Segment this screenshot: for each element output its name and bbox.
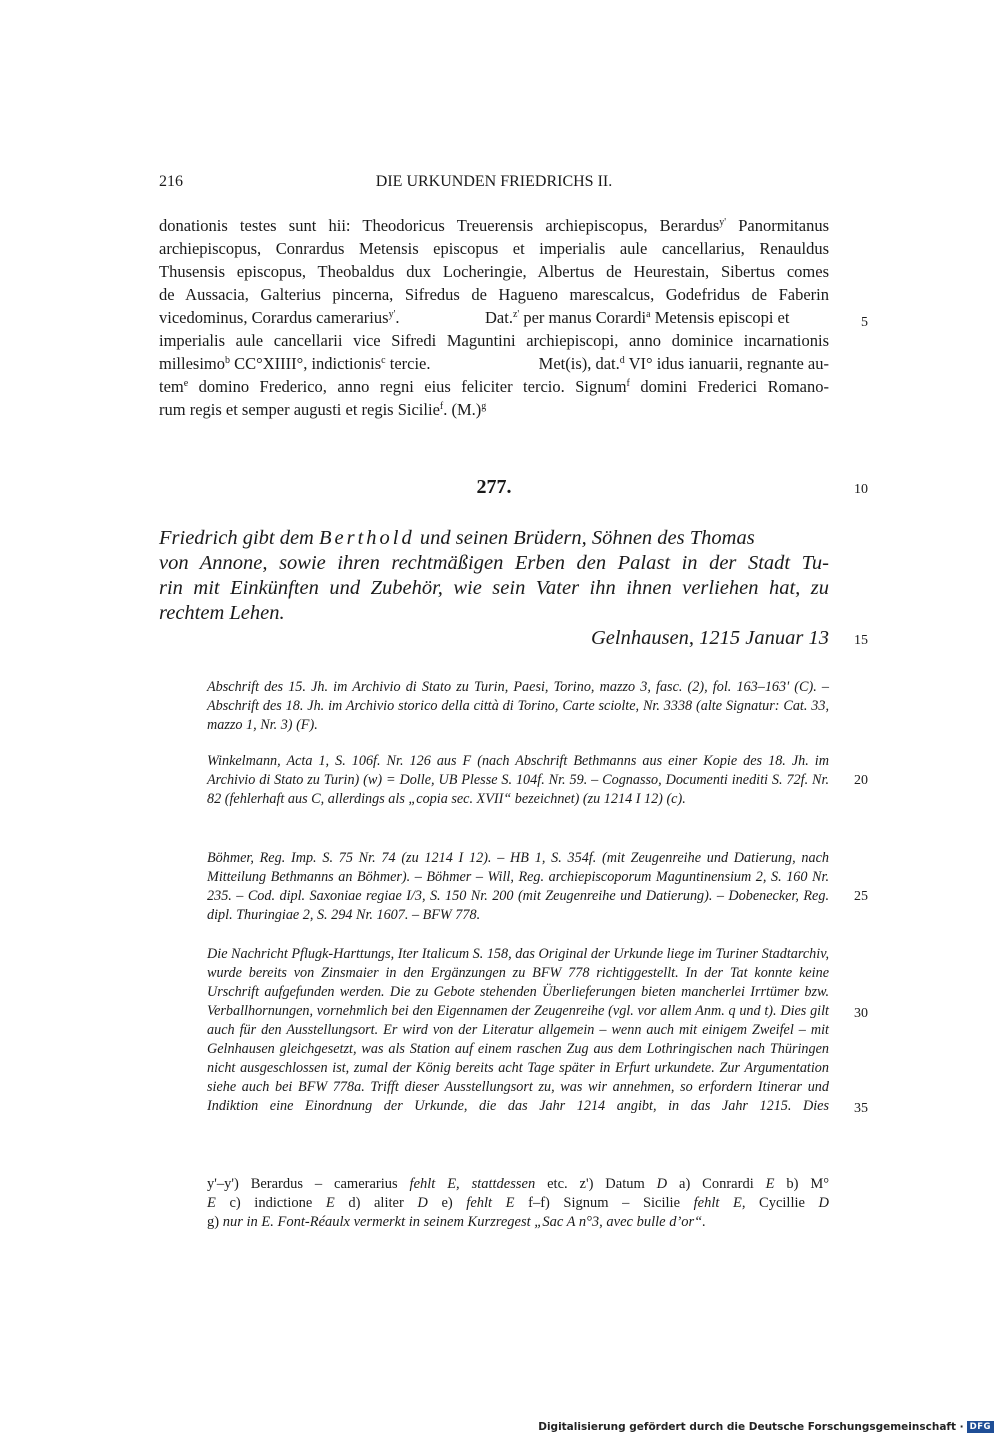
note-commentary: Die Nachricht Pflugk-Harttungs, Iter Italicum S. 158, das Original der Urkunde liege im Turiner Stadtarchiv, wurde bereits von Zinsmaier in den Ergänzungen zu BFW 778 richtiggestellt. In der Tat konnte keine Urschrift aufgefunden werden. Die zu Gebote stehenden Überlieferungen bieten mancherlei Irrtümer bzw. Verballhornungen, vornehmlich bei den Eigennamen der Zeugenreihe (vgl. vor allem Anm. q und t). Dies gilt auch für den Ausstellungsort. Er wird von der Literatur allgemein – wenn auch mit einigem Zweifel – mit Gelnhausen gleichgesetzt, was als Station auf einem raschen Zug aus dem Lothringischen nach Thüringen nicht ausgeschlossen ist, zumal der König bereits acht Tage später in Erfurt urkundete. Zur Argumentation siehe auch bei BFW 778a. Trifft dieser Ausstellungsort zu, was wir annehmen, so erfordern Itinerar und Indiktion eine Einordnung der Urkunde, die das Jahr 1214 angibt, in das Jahr 1215. Dies xyxy=(207,946,829,1114)
text-line-1: donationis testes sunt hii: Theodoricus Treuerensis archiepiscopus, Berardus$^{y'}$ Panormitanus xyxy=(159,216,829,235)
text-line-8: tem$^e$ domino Frederico, anno regni eius feliciter tercio. Signum$^f$ domini Frederici Romano- xyxy=(159,377,829,396)
note-transmission: Abschrift des 15. Jh. im Archivio di Stato zu Turin, Paesi, Torino, mazzo 3, fasc. (2), fol. 163–163' (C). – Abschrift des 18. Jh. im Archivio storico della città di Torino, Carte sciolte, Nr. 3338 (alte Signatur: Cat. 33, mazzo 1, Nr. 3) (F). xyxy=(207,679,829,733)
place-date: Gelnhausen, 1215 Januar 13 xyxy=(590,627,829,649)
line-number-35: 35 xyxy=(854,1101,868,1116)
page-number: 216 xyxy=(159,173,183,190)
regest-line-4: rechtem Lehen. xyxy=(159,602,285,624)
person-name: Berthold xyxy=(319,527,415,549)
credit-text: Digitalisierung gefördert durch die Deutsche Forschungsgemeinschaft · xyxy=(538,1421,964,1433)
text-line-3: Thusensis episcopus, Theobaldus dux Locheringie, Albertus de Heurestain, Sibertus comes xyxy=(159,262,829,281)
line-number-20: 20 xyxy=(854,773,868,788)
footnote-line-2: E c) indictione E d) aliter D e) fehlt E f–f) Signum – Sicilie fehlt E, Cycillie D xyxy=(207,1195,830,1211)
footnote-line-1: y'–y') Berardus – camerarius fehlt E, stattdessen etc. z') Datum D a) Conrardi E b) M° xyxy=(207,1176,830,1192)
text-line-6: imperialis aule cancellarii vice Sifredi Maguntini archiepiscopi, anno dominice incarnationis xyxy=(159,331,829,350)
note-editions: Winkelmann, Acta 1, S. 106f. Nr. 126 aus F (nach Abschrift Bethmanns aus einer Kopie des 18. Jh. im Archivio di Stato zu Turin) (w) = Dolle, UB Plesse S. 104f. Nr. 59. – Cognasso, Documenti inediti S. 72f. Nr. 82 (fehlerhaft aus C, allerdings als „copia sec. XVII“ bezeichnet) (zu 1214 I 12) (c). xyxy=(207,753,829,807)
text-line-5: vicedominus, Corardus camerarius$^{y'}$. Dat.$^{z'}$ per manus Corardi$^a$ Metensis episcopi et xyxy=(159,308,790,327)
line-number-10: 10 xyxy=(854,482,868,497)
running-title: DIE URKUNDEN FRIEDRICHS II. xyxy=(375,173,613,190)
dfg-logo: DFG xyxy=(967,1421,994,1433)
text-line-9: rum regis et semper augusti et regis Sicilie$^f$. $(M.)^g$ xyxy=(159,400,487,419)
regest-line-1: Friedrich gibt dem Berthold und seinen Brüdern, Söhnen des Thomas xyxy=(159,527,755,549)
line-number-25: 25 xyxy=(854,889,868,904)
line-number-15: 15 xyxy=(854,633,868,648)
regest-line-3: rin mit Einkünften und Zubehör, wie sein Vater ihn ihnen verliehen hat, zu xyxy=(159,577,829,599)
line-number-30: 30 xyxy=(854,1006,868,1021)
footnote-line-3: g) nur in E. Font-Réaulx vermerkt in seinem Kurzregest „Sac A n°3, avec bulle d’or“. xyxy=(207,1214,706,1230)
footnotes xyxy=(207,1175,829,1232)
digitization-credit xyxy=(538,1421,994,1433)
line-number-5: 5 xyxy=(861,315,868,330)
text-line-4: de Aussacia, Galterius pincerna, Sifredus de Hagueno marescalcus, Godefridus de Faberin xyxy=(159,285,829,304)
note-regesta: Böhmer, Reg. Imp. S. 75 Nr. 74 (zu 1214 I 12). – HB 1, S. 354f. (mit Zeugenreihe und Datierung, nach Mitteilung Bethmanns an Böhmer). – Böhmer – Will, Reg. archiepiscoporum Maguntinensium 2, S. 160 Nr. 235. – Cod. dipl. Saxoniae regiae I/3, S. 150 Nr. 200 (mit Zeugenreihe und Datierung). – Dobenecker, Reg. dipl. Thuringiae 2, S. 294 Nr. 1607. – BFW 778. xyxy=(207,850,829,923)
regest-line-2: von Annone, sowie ihren rechtmäßigen Erben den Palast in der Stadt Tu- xyxy=(159,552,829,574)
text-line-7: millesimo$^b$ CC°XIIII°, indictionis$^c$ tercie. Met(is), dat.$^d$ VI° idus ianuarii, regnante au- xyxy=(159,354,829,373)
document-number: 277. xyxy=(476,476,512,498)
text-line-2: archiepiscopus, Conrardus Metensis episcopus et imperialis aule cancellarius, Renauldus xyxy=(159,239,829,258)
